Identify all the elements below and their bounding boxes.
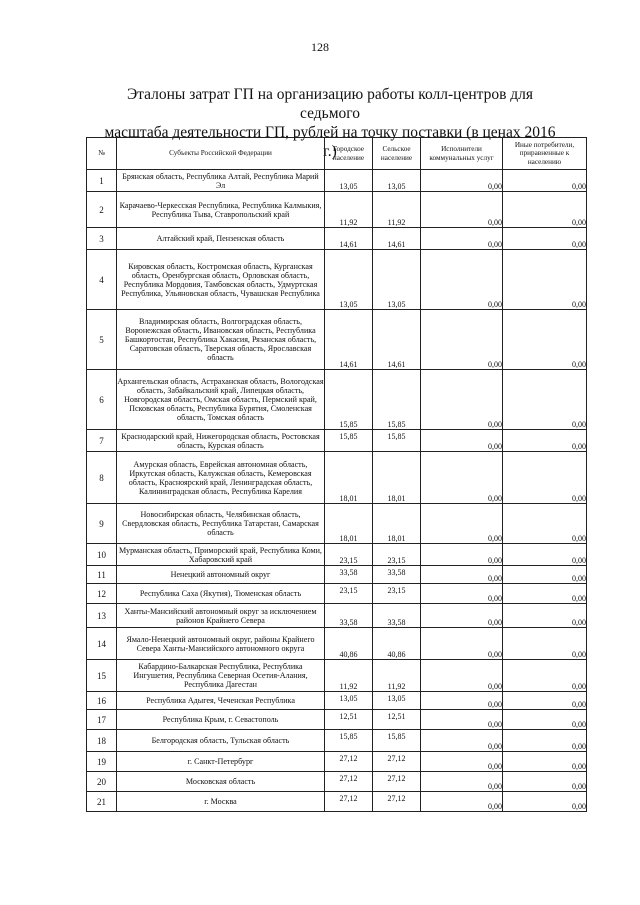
table-row xyxy=(87,452,587,504)
table-row xyxy=(87,504,587,544)
other-value: 0,00 xyxy=(503,792,587,812)
urban-value: 40,86 xyxy=(325,628,373,660)
rural-value: 18,01 xyxy=(373,452,421,504)
rural-value: 18,01 xyxy=(373,504,421,544)
table-row xyxy=(87,628,587,660)
subject-cell: Кировская область, Костромская область, Курганская область, Оренбургская область, Орловская область, Республика Мордовия, Тамбовская область, Удмуртская Республика, Ульяновская область, Чувашская Республика xyxy=(117,250,325,310)
subject-cell: Ненецкий автономный округ xyxy=(117,566,325,584)
row-number: 3 xyxy=(87,228,117,250)
subject-cell: Республика Адыгея, Чеченская Республика xyxy=(117,692,325,710)
other-value: 0,00 xyxy=(503,370,587,430)
utility-value: 0,00 xyxy=(421,730,503,752)
urban-value: 27,12 xyxy=(325,772,373,792)
utility-value: 0,00 xyxy=(421,772,503,792)
rural-value: 33,58 xyxy=(373,604,421,628)
utility-value: 0,00 xyxy=(421,250,503,310)
other-value: 0,00 xyxy=(503,772,587,792)
table-body xyxy=(87,170,587,812)
other-value: 0,00 xyxy=(503,430,587,452)
utility-value: 0,00 xyxy=(421,604,503,628)
table-row xyxy=(87,170,587,192)
utility-value: 0,00 xyxy=(421,628,503,660)
urban-value: 18,01 xyxy=(325,504,373,544)
title-line-2: масштаба деятельности ГП, рублей на точку поставки (в ценах 2016 г.) xyxy=(104,124,556,160)
row-number: 15 xyxy=(87,660,117,692)
row-number: 11 xyxy=(87,566,117,584)
row-number: 19 xyxy=(87,752,117,772)
row-number: 10 xyxy=(87,544,117,566)
subject-cell: Алтайский край, Пензенская область xyxy=(117,228,325,250)
rural-value: 13,05 xyxy=(373,170,421,192)
table-row xyxy=(87,310,587,370)
table-row xyxy=(87,250,587,310)
row-number: 17 xyxy=(87,710,117,730)
other-value: 0,00 xyxy=(503,730,587,752)
utility-value: 0,00 xyxy=(421,792,503,812)
utility-value: 0,00 xyxy=(421,430,503,452)
page-number: 128 xyxy=(311,40,329,54)
other-value: 0,00 xyxy=(503,710,587,730)
utility-value: 0,00 xyxy=(421,544,503,566)
urban-value: 27,12 xyxy=(325,792,373,812)
subject-cell: Ямало-Ненецкий автономный округ, районы Крайнего Севера Ханты-Мансийского автономного округа xyxy=(117,628,325,660)
urban-value: 33,58 xyxy=(325,604,373,628)
table-row xyxy=(87,192,587,228)
urban-value: 11,92 xyxy=(325,660,373,692)
utility-value: 0,00 xyxy=(421,660,503,692)
other-value: 0,00 xyxy=(503,170,587,192)
other-value: 0,00 xyxy=(503,566,587,584)
subject-cell: Карачаево-Черкесская Республика, Республика Калмыкия, Республика Тыва, Ставропольский край xyxy=(117,192,325,228)
urban-value: 33,58 xyxy=(325,566,373,584)
row-number: 7 xyxy=(87,430,117,452)
other-value: 0,00 xyxy=(503,452,587,504)
rural-value: 13,05 xyxy=(373,692,421,710)
table-row xyxy=(87,792,587,812)
other-value: 0,00 xyxy=(503,604,587,628)
urban-value: 15,85 xyxy=(325,730,373,752)
header-num: № xyxy=(87,138,117,170)
subject-cell: Мурманская область, Приморский край, Республика Коми, Хабаровский край xyxy=(117,544,325,566)
header-row xyxy=(87,138,587,170)
row-number: 1 xyxy=(87,170,117,192)
row-number: 14 xyxy=(87,628,117,660)
urban-value: 15,85 xyxy=(325,370,373,430)
other-value: 0,00 xyxy=(503,752,587,772)
urban-value: 14,61 xyxy=(325,310,373,370)
rural-value: 13,05 xyxy=(373,250,421,310)
table-row xyxy=(87,772,587,792)
subject-cell: Брянская область, Республика Алтай, Республика Марий Эл xyxy=(117,170,325,192)
utility-value: 0,00 xyxy=(421,170,503,192)
utility-value: 0,00 xyxy=(421,566,503,584)
urban-value: 18,01 xyxy=(325,452,373,504)
urban-value: 13,05 xyxy=(325,250,373,310)
table-row xyxy=(87,692,587,710)
urban-value: 23,15 xyxy=(325,544,373,566)
table-row xyxy=(87,370,587,430)
row-number: 9 xyxy=(87,504,117,544)
rural-value: 27,12 xyxy=(373,792,421,812)
other-value: 0,00 xyxy=(503,192,587,228)
utility-value: 0,00 xyxy=(421,692,503,710)
other-value: 0,00 xyxy=(503,660,587,692)
rural-value: 15,85 xyxy=(373,370,421,430)
rural-value: 14,61 xyxy=(373,228,421,250)
table-row xyxy=(87,566,587,584)
rural-value: 11,92 xyxy=(373,660,421,692)
utility-value: 0,00 xyxy=(421,584,503,604)
title-line-1: Эталоны затрат ГП на организацию работы колл-центров для седьмого xyxy=(126,86,534,122)
row-number: 12 xyxy=(87,584,117,604)
subject-cell: Ханты-Мансийский автономный округ за исключением районов Крайнего Севера xyxy=(117,604,325,628)
utility-value: 0,00 xyxy=(421,192,503,228)
subject-cell: Новосибирская область, Челябинская область, Свердловская область, Республика Татарстан, Самарская область xyxy=(117,504,325,544)
other-value: 0,00 xyxy=(503,228,587,250)
other-value: 0,00 xyxy=(503,692,587,710)
urban-value: 11,92 xyxy=(325,192,373,228)
rural-value: 14,61 xyxy=(373,310,421,370)
rural-value: 33,58 xyxy=(373,566,421,584)
rural-value: 15,85 xyxy=(373,430,421,452)
subject-cell: Владимирская область, Волгоградская область, Воронежская область, Ивановская область, Республика Башкортостан, Республика Хакасия, Рязанская область, Саратовская область, Тверская область, Ярославская область xyxy=(117,310,325,370)
table-row xyxy=(87,584,587,604)
subject-cell: Амурская область, Еврейская автономная область, Иркутская область, Калужская область, Кемеровская область, Красноярский край, Ленинградская область, Калининградская область, Республика Карелия xyxy=(117,452,325,504)
row-number: 18 xyxy=(87,730,117,752)
row-number: 16 xyxy=(87,692,117,710)
utility-value: 0,00 xyxy=(421,752,503,772)
utility-value: 0,00 xyxy=(421,710,503,730)
row-number: 8 xyxy=(87,452,117,504)
table-row xyxy=(87,730,587,752)
urban-value: 14,61 xyxy=(325,228,373,250)
urban-value: 12,51 xyxy=(325,710,373,730)
rural-value: 23,15 xyxy=(373,584,421,604)
table-row xyxy=(87,430,587,452)
urban-value: 27,12 xyxy=(325,752,373,772)
rural-value: 15,85 xyxy=(373,730,421,752)
header-urban: Городское население xyxy=(325,138,373,170)
utility-value: 0,00 xyxy=(421,370,503,430)
rural-value: 27,12 xyxy=(373,752,421,772)
urban-value: 23,15 xyxy=(325,584,373,604)
row-number: 20 xyxy=(87,772,117,792)
subject-cell: Краснодарский край, Нижегородская область, Ростовская область, Курская область xyxy=(117,430,325,452)
other-value: 0,00 xyxy=(503,310,587,370)
row-number: 5 xyxy=(87,310,117,370)
header-rural: Сельское население xyxy=(373,138,421,170)
urban-value: 13,05 xyxy=(325,692,373,710)
subject-cell: г. Санкт-Петербург xyxy=(117,752,325,772)
table-row xyxy=(87,660,587,692)
table-row xyxy=(87,604,587,628)
rural-value: 11,92 xyxy=(373,192,421,228)
urban-value: 13,05 xyxy=(325,170,373,192)
table-row xyxy=(87,544,587,566)
other-value: 0,00 xyxy=(503,250,587,310)
table-row xyxy=(87,228,587,250)
other-value: 0,00 xyxy=(503,504,587,544)
subject-cell: Белгородская область, Тульская область xyxy=(117,730,325,752)
rural-value: 23,15 xyxy=(373,544,421,566)
other-value: 0,00 xyxy=(503,544,587,566)
row-number: 2 xyxy=(87,192,117,228)
row-number: 13 xyxy=(87,604,117,628)
utility-value: 0,00 xyxy=(421,228,503,250)
subject-cell: г. Москва xyxy=(117,792,325,812)
row-number: 21 xyxy=(87,792,117,812)
rural-value: 27,12 xyxy=(373,772,421,792)
table-row xyxy=(87,710,587,730)
row-number: 4 xyxy=(87,250,117,310)
subject-cell: Московская область xyxy=(117,772,325,792)
rural-value: 12,51 xyxy=(373,710,421,730)
subject-cell: Республика Крым, г. Севастополь xyxy=(117,710,325,730)
header-utility: Исполнители коммунальных услуг xyxy=(421,138,503,170)
other-value: 0,00 xyxy=(503,628,587,660)
utility-value: 0,00 xyxy=(421,310,503,370)
subject-cell: Архангельская область, Астраханская область, Вологодская область, Забайкальский край, Липецкая область, Новгородская область, Омская область, Пермский край, Псковская область, Республика Бурятия, Смоленская область, Томская область xyxy=(117,370,325,430)
subject-cell: Кабардино-Балкарская Республика, Республика Ингушетия, Республика Северная Осетия-Алания, Республика Дагестан xyxy=(117,660,325,692)
rural-value: 40,86 xyxy=(373,628,421,660)
row-number: 6 xyxy=(87,370,117,430)
subject-cell: Республика Саха (Якутия), Тюменская область xyxy=(117,584,325,604)
header-subject: Субъекты Российской Федерации xyxy=(117,138,325,170)
header-other: Иные потребители, приравненные к населению xyxy=(503,138,587,170)
utility-value: 0,00 xyxy=(421,452,503,504)
cost-table xyxy=(86,137,587,812)
table-row xyxy=(87,752,587,772)
urban-value: 15,85 xyxy=(325,430,373,452)
other-value: 0,00 xyxy=(503,584,587,604)
utility-value: 0,00 xyxy=(421,504,503,544)
